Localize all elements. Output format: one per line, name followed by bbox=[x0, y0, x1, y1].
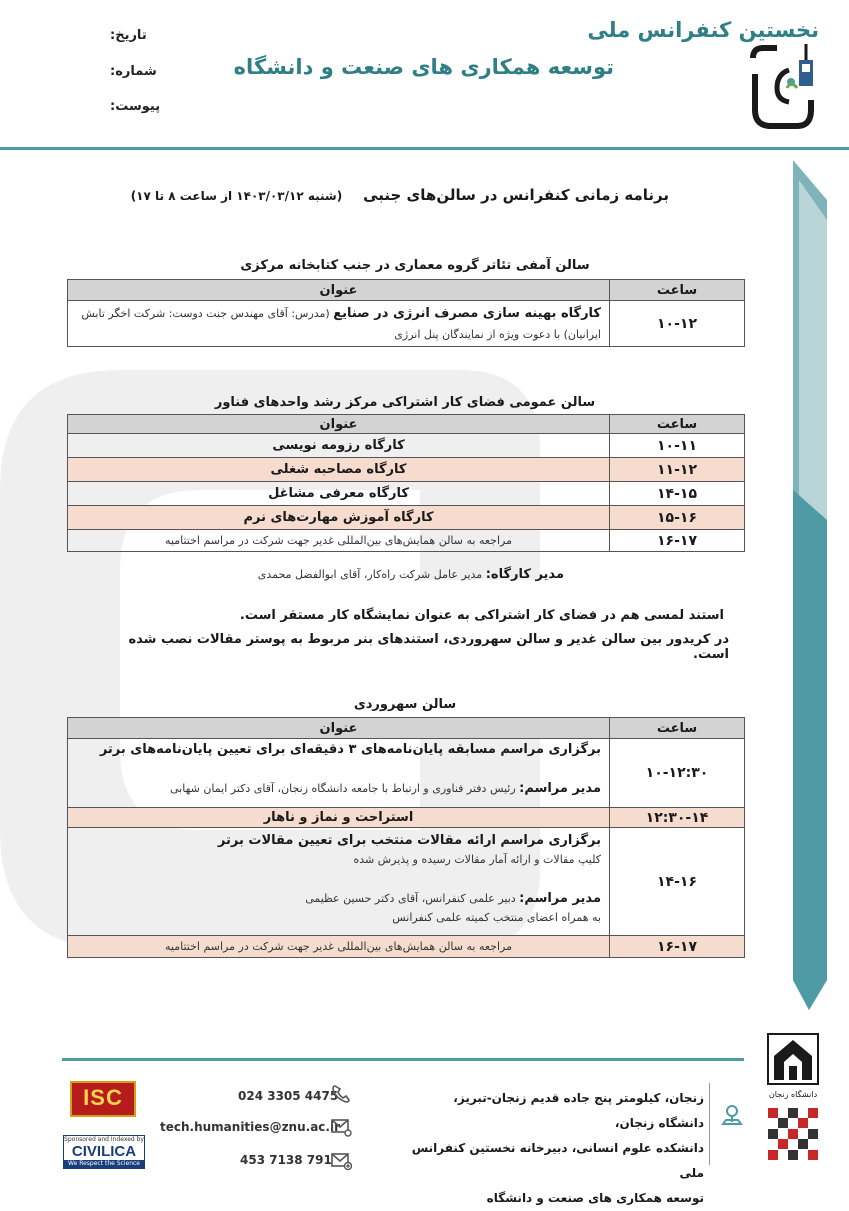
section3-caption: سالن سهروردی bbox=[353, 697, 457, 712]
attachment-label: پیوست: bbox=[110, 99, 161, 114]
section2-caption: سالن عمومی فضای کار اشتراکی مرکز رشد واحدهای فناور bbox=[214, 395, 596, 410]
row-title bbox=[68, 828, 610, 936]
row-manager-text: دبیر علمی کنفرانس، آقای دکتر حسین عظیمی bbox=[305, 892, 520, 905]
workshop-manager bbox=[164, 567, 564, 582]
notice-line1: استند لمسی هم در فضای کار اشتراکی به عنوان نمایشگاه کار مستقر است. bbox=[239, 608, 724, 623]
col-title-header: عنوان bbox=[68, 718, 610, 739]
address-line3: توسعه همکاری های صنعت و دانشگاه bbox=[486, 1191, 704, 1205]
footer-separator bbox=[709, 1083, 710, 1165]
university-logo bbox=[766, 1032, 820, 1098]
section3-table bbox=[67, 717, 745, 958]
row-title: کارگاه رزومه نویسی bbox=[68, 434, 610, 458]
program-title-main: برنامه زمانی کنفرانس در سالن‌های جنبی bbox=[363, 186, 669, 204]
conference-title-line2: توسعه همکاری های صنعت و دانشگاه bbox=[233, 55, 614, 79]
conference-title-line1: نخستین کنفرانس ملی bbox=[587, 18, 819, 42]
col-title-header: عنوان bbox=[68, 415, 610, 434]
row-time: ۱۰-۱۲:۳۰ bbox=[610, 739, 745, 808]
section1-table bbox=[67, 279, 745, 347]
section2-table bbox=[67, 414, 745, 552]
number-label: شماره: bbox=[110, 64, 157, 79]
isc-logo bbox=[70, 1081, 136, 1117]
address-line1: زنجان، کیلومتر پنج جاده قدیم زنجان-تبریز، دانشگاه زنجان، bbox=[453, 1091, 704, 1130]
table-row bbox=[68, 808, 745, 828]
workshop-manager-text: مدیر عامل شرکت راه‌کار، آقای ابوالفضل محمدی bbox=[257, 568, 486, 581]
col-title-header: عنوان bbox=[68, 280, 610, 301]
row-title-rest: (مدرس: آقای مهندس جنت دوست: شرکت اخگر تابش ایرانیان) با دعوت ویژه از نمایندگان پنل انرژی bbox=[81, 306, 601, 341]
university-label: دانشگاه زنجان bbox=[768, 1090, 818, 1099]
table-row bbox=[68, 482, 745, 506]
row-title: کارگاه مصاحبه شغلی bbox=[68, 458, 610, 482]
row-manager bbox=[76, 781, 601, 796]
workshop-manager-label: مدیر کارگاه: bbox=[485, 567, 564, 582]
row-title-bold: کارگاه بهینه سازی مصرف انرژی در صنایع bbox=[333, 305, 601, 321]
table-row bbox=[68, 936, 745, 958]
row-manager bbox=[76, 889, 601, 908]
decorative-ribbon bbox=[789, 160, 831, 1010]
civilica-top: Sponsored and Indexed by bbox=[64, 1136, 144, 1143]
pixel-logo bbox=[768, 1108, 818, 1160]
row-time: ۱۴-۱۶ bbox=[610, 828, 745, 936]
row-manager-text: رئیس دفتر فناوری و ارتباط با جامعه دانشگاه زنجان، آقای دکتر ایمان شهابی bbox=[169, 782, 520, 795]
row-time: ۱۲:۳۰-۱۴ bbox=[610, 808, 745, 828]
row-time: ۱۰-۱۲ bbox=[610, 301, 745, 347]
row-title: مراجعه به سالن همایش‌های بین‌المللی غدیر جهت شرکت در مراسم اختتامیه bbox=[68, 530, 610, 552]
section1-caption: سالن آمفی تئاتر گروه معماری در جنب کتابخانه مرکزی bbox=[240, 258, 590, 273]
row-time: ۱۶-۱۷ bbox=[610, 530, 745, 552]
civilica-label: CIVILICA bbox=[71, 1143, 137, 1160]
row-title-main: برگزاری مراسم ارائه مقالات منتخب برای تعیین مقالات برتر bbox=[217, 833, 601, 848]
table-row bbox=[68, 458, 745, 482]
row-manager-label: مدیر مراسم: bbox=[519, 781, 601, 796]
row-time: ۱۰-۱۱ bbox=[610, 434, 745, 458]
program-title-sub: (شنبه ۱۴۰۳/۰۳/۱۲ از ساعت ۸ تا ۱۷) bbox=[130, 189, 343, 203]
table-row bbox=[68, 301, 745, 347]
footer-address bbox=[404, 1086, 704, 1211]
row-title: استراحت و نماز و ناهار bbox=[68, 808, 610, 828]
row-title-main: برگزاری مراسم مسابقه پایان‌نامه‌های ۳ دقیقه‌ای برای تعیین پایان‌نامه‌های برتر bbox=[99, 742, 601, 757]
table-row bbox=[68, 434, 745, 458]
phone-number: 024 3305 4475 bbox=[238, 1089, 339, 1103]
email-address: tech.humanities@znu.ac.ir bbox=[160, 1120, 340, 1134]
isc-label: ISC bbox=[83, 1085, 123, 1110]
header-divider bbox=[0, 147, 849, 150]
table-row bbox=[68, 530, 745, 552]
table-row bbox=[68, 739, 745, 808]
phone-icon bbox=[330, 1083, 352, 1105]
program-title bbox=[109, 186, 669, 204]
col-time-header: ساعت bbox=[610, 415, 745, 434]
row-subtitle: کلیپ مقالات و ارائه آمار مقالات رسیده و پذیرش شده bbox=[353, 853, 601, 866]
table-header-row bbox=[68, 415, 745, 434]
table-header-row bbox=[68, 280, 745, 301]
civilica-bottom: We Respect the Science bbox=[64, 1160, 144, 1168]
civilica-logo bbox=[63, 1135, 145, 1169]
fax-number: 453 7138 791 bbox=[240, 1153, 332, 1167]
col-time-header: ساعت bbox=[610, 718, 745, 739]
row-title bbox=[68, 301, 610, 347]
row-time: ۱۱-۱۲ bbox=[610, 458, 745, 482]
location-icon bbox=[720, 1102, 744, 1128]
row-title: کارگاه معرفی مشاغل bbox=[68, 482, 610, 506]
col-time-header: ساعت bbox=[610, 280, 745, 301]
date-label: تاریخ: bbox=[110, 28, 147, 43]
table-row bbox=[68, 828, 745, 936]
fax-icon bbox=[330, 1149, 352, 1171]
row-manager-label: مدیر مراسم: bbox=[519, 891, 601, 906]
notice-line2: در کریدور بین سالن غدیر و سالن سهروردی، استندهای بنر مربوط به پوستر مقالات نصب شده است. bbox=[128, 632, 729, 662]
table-header-row bbox=[68, 718, 745, 739]
row-title: کارگاه آموزش مهارت‌های نرم bbox=[68, 506, 610, 530]
row-time: ۱۴-۱۵ bbox=[610, 482, 745, 506]
row-time: ۱۵-۱۶ bbox=[610, 506, 745, 530]
conference-logo bbox=[747, 44, 819, 130]
row-title bbox=[68, 739, 610, 808]
row-manager-extra: به همراه اعضای منتخب کمیته علمی کنفرانس bbox=[392, 911, 601, 924]
row-time: ۱۶-۱۷ bbox=[610, 936, 745, 958]
email-icon bbox=[330, 1116, 352, 1138]
footer-divider bbox=[62, 1058, 744, 1061]
row-title: مراجعه به سالن همایش‌های بین‌المللی غدیر جهت شرکت در مراسم اختتامیه bbox=[68, 936, 610, 958]
table-row bbox=[68, 506, 745, 530]
address-line2: دانشکده علوم انسانی، دبیرخانه نخستین کنفرانس ملی bbox=[411, 1141, 704, 1180]
